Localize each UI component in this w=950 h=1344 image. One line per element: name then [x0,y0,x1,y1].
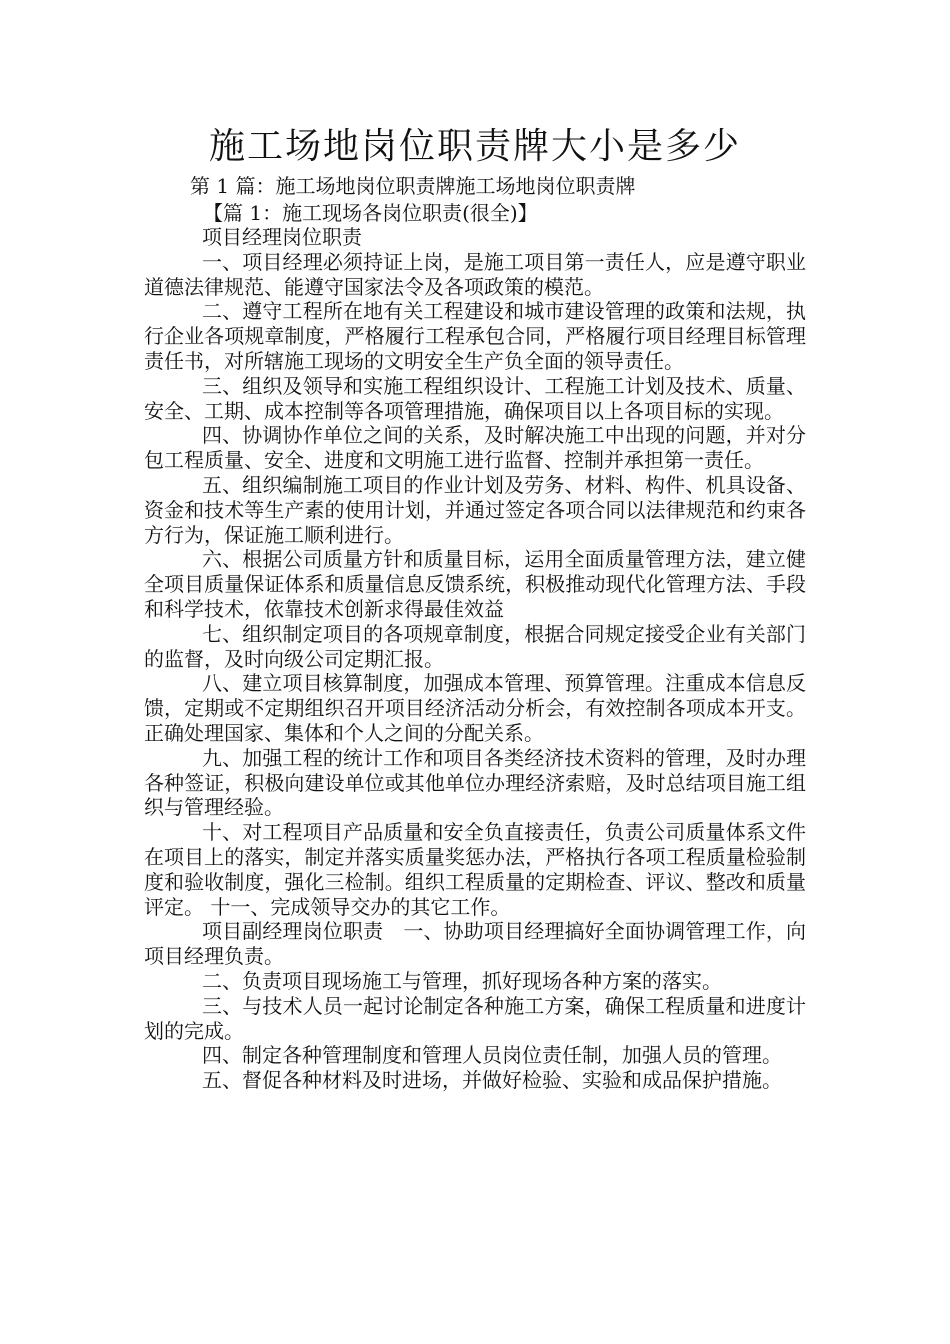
paragraph: 四、制定各种管理制度和管理人员岗位责任制，加强人员的管理。 [202,1043,782,1068]
paragraph: 项目经理岗位职责 [202,225,362,249]
chapter-subtitle: 第 1 篇：施工场地岗位职责牌施工场地岗位职责牌 [190,174,636,198]
paragraph: 六、根据公司质量方针和质量目标，运用全面质量管理方法，建立健全项目质量保证体系和质量信息反馈系统，积极推动现代化管理方法、手段和科学技术，依靠技术创新求得最佳效益 [144,547,806,621]
paragraph: 七、组织制定项目的各项规章制度，根据合同规定接受企业有关部门的监督，及时向级公司定期汇报。 [144,621,806,671]
paragraph: 五、组织编制施工项目的作业计划及劳务、材料、构件、机具设备、资金和技术等生产素的使用计划，并通过签定各项合同以法律规范和约束各方行为，保证施工顺利进行。 [144,472,806,547]
paragraph: 一、项目经理必须持证上岗，是施工项目第一责任人，应是遵守职业道德法律规范、能遵守国家法令及各项政策的模范。 [144,249,806,299]
paragraph: 五、督促各种材料及时进场，并做好检验、实验和成品保护措施。 [202,1068,782,1093]
paragraph: 十、对工程项目产品质量和安全负直接责任，负责公司质量体系文件在项目上的落实，制定并落实质量奖惩办法，严格执行各项工程质量检验制度和验收制度，强化三检制。组织工程质量的定期检查、评议、整改和质量评定。 十一、完成领导交办的其它工作。 [144,820,806,919]
paragraph: 三、与技术人员一起讨论制定各种施工方案，确保工程质量和进度计划的完成。 [144,993,806,1043]
paragraph: 项目副经理岗位职责 一、协助项目经理搞好全面协调管理工作，向项目经理负责。 [144,919,806,969]
paragraph: 二、遵守工程所在地有关工程建设和城市建设管理的政策和法规，执行企业各项规章制度，严格履行工程承包合同，严格履行项目经理目标管理责任书，对所辖施工现场的文明安全生产负全面的领导责任。 [144,299,806,373]
paragraph: 二、负责项目现场施工与管理，抓好现场各种方案的落实。 [202,968,722,993]
document-body [144,225,806,1093]
paragraph: 九、加强工程的统计工作和项目各类经济技术资料的管理，及时办理各种签证，积极向建设单位或其他单位办理经济索赔，及时总结项目施工组织与管理经验。 [144,745,806,820]
document-title: 施工场地岗位职责牌大小是多少 [208,126,741,167]
section-heading: 【篇 1：施工现场各岗位职责(很全)】 [203,201,538,225]
paragraph: 四、协调协作单位之间的关系，及时解决施工中出现的问题，并对分包工程质量、安全、进度和文明施工进行监督、控制并承担第一责任。 [144,423,806,473]
paragraph: 三、组织及领导和实施工程组织设计、工程施工计划及技术、质量、安全、工期、成本控制等各项管理措施，确保项目以上各项目标的实现。 [144,373,806,423]
paragraph: 八、建立项目核算制度，加强成本管理、预算管理。注重成本信息反馈，定期或不定期组织召开项目经济活动分析会，有效控制各项成本开支。正确处理国家、集体和个人之间的分配关系。 [144,671,806,745]
